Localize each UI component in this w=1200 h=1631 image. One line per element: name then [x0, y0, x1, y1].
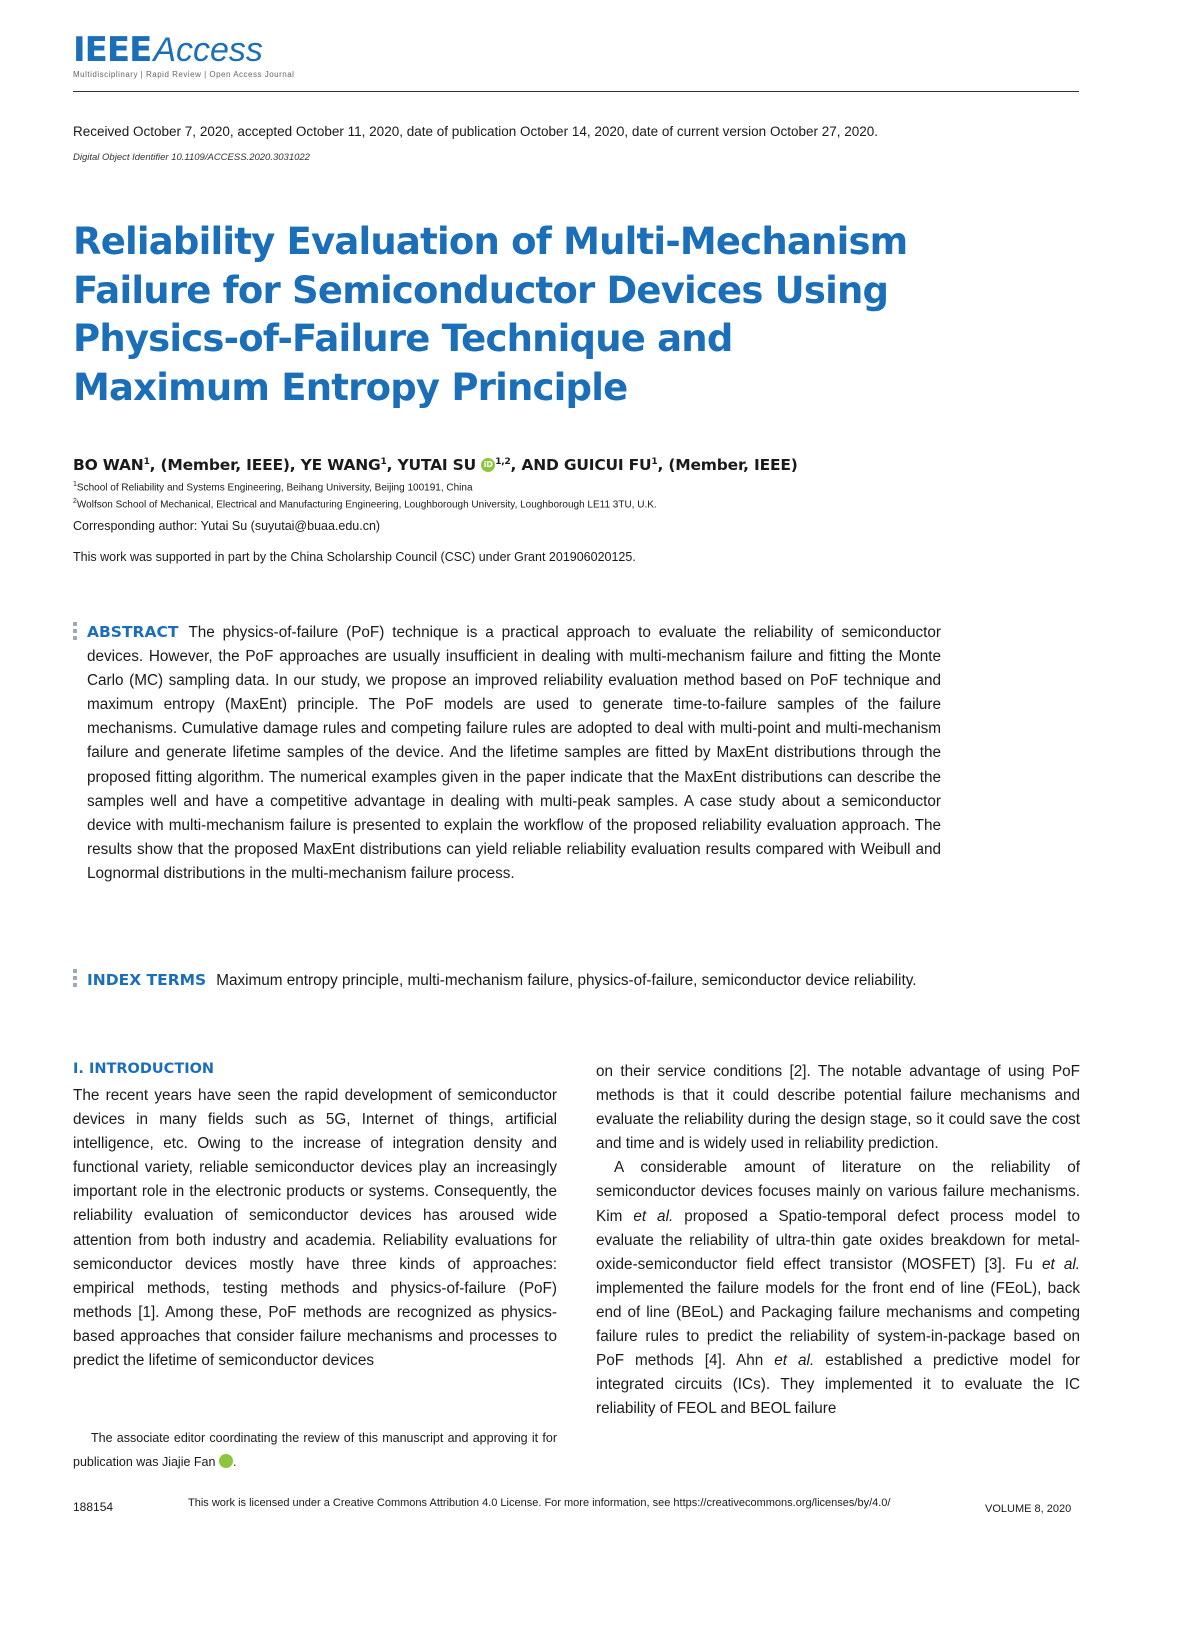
author-name: , YUTAI SU: [386, 456, 476, 474]
license-link[interactable]: This work is licensed under a Creative Commons Attribution 4.0 License. For more information, see https://creativecommons.org/licenses/by/4.0/: [188, 1497, 891, 1509]
editor-footnote: [73, 1426, 557, 1474]
title-line: Failure for Semiconductor Devices Using: [73, 268, 889, 312]
paragraph: The recent years have seen the rapid development of semiconductor devices in many fields such as 5G, Internet of things, artificial intelligence, etc. Owing to the increase of integration density and functional variety, reliable semiconductor devices play an increasingly important role in the electronic products or systems. Consequently, the reliability evaluation of semiconductor devices has aroused wide attention from both industry and academia. Reliability evaluations for semiconductor devices mostly have three kinds of approaches: empirical methods, testing methods and physics-of-failure (PoF) methods [1]. Among these, PoF methods are recognized as physics-based approaches that consider failure mechanisms and processes to predict the lifetime of semiconductor devices: [73, 1087, 557, 1370]
paragraph: on their service conditions [2]. The notable advantage of using PoF methods is that it could describe potential failure mechanisms and evaluate the reliability during the design stage, so it could save the cost and time and is widely used in reliability prediction.: [596, 1063, 1080, 1153]
author-list: [73, 456, 798, 474]
doi: Digital Object Identifier 10.1109/ACCESS.2020.3031022: [73, 152, 310, 163]
title-line: Maximum Entropy Principle: [73, 365, 628, 409]
author-name: BO WAN: [73, 456, 144, 474]
affiliation-sup: 1: [73, 481, 77, 488]
author-sup: 1: [380, 456, 387, 467]
affiliation: [73, 481, 473, 493]
index-terms-handle-icon: [73, 969, 81, 990]
author-name: , (Member, IEEE), YE WANG: [149, 456, 381, 474]
footnote-body: The associate editor coordinating the review of this manuscript and approving it for publication was Jiajie Fan: [73, 1431, 557, 1469]
text-run: proposed a Spatio-temporal defect process model to evaluate the reliability of ultra-thin gate oxides breakdown for metal-oxide-semiconductor field effect transistor (MOSFET) [3]. Fu: [596, 1207, 1080, 1273]
index-terms: [87, 968, 941, 993]
abstract-text: The physics-of-failure (PoF) technique is a practical approach to evaluate the reliability of semiconductor devices. However, the PoF approaches are usually insufficient in dealing with multi-mechanism failure and fitting the Monte Carlo (MC) sampling data. In our study, we propose an improved reliability evaluation method based on PoF technique and maximum entropy (MaxEnt) principle. The PoF models are used to generate time-to-failure samples of the failure mechanisms. Cumulative damage rules and competing failure rules are adopted to deal with multi-point and multi-mechanism failure and generate lifetime samples of the device. And the lifetime samples are fitted by MaxEnt distributions through the proposed fitting algorithm. The numerical examples given in the paper indicate that the MaxEnt distributions can describe the samples well and have a competitive advantage in dealing with multi-peak samples. A case study about a semiconductor device with multi-mechanism failure is presented to explain the workflow of the proposed reliability evaluation approach. The results show that the proposed MaxEnt distributions can yield reliable reliability evaluation results compared with Weibull and Lognormal distributions in the multi-mechanism failure process.: [87, 624, 941, 882]
journal-tagline: Multidisciplinary | Rapid Review | Open Access Journal: [73, 70, 295, 79]
right-column: [596, 1060, 1080, 1421]
volume-info: VOLUME 8, 2020: [985, 1503, 1072, 1515]
text-run: et al.: [1041, 1255, 1080, 1273]
title-line: Reliability Evaluation of Multi-Mechanism: [73, 220, 908, 263]
orcid-icon[interactable]: iD: [219, 1454, 233, 1468]
abstract-handle-icon: [73, 622, 81, 643]
title-line: Physics-of-Failure Technique and: [73, 317, 733, 360]
page-number: 188154: [73, 1500, 114, 1514]
received-dates: Received October 7, 2020, accepted October 11, 2020, date of publication October 14, 2020, date of current version October 27, 2020.: [73, 124, 879, 139]
affiliation-text: Wolfson School of Mechanical, Electrical and Manufacturing Engineering, Loughborough University, Loughborough LE11 3TU, U.K.: [76, 499, 657, 511]
abstract-label: ABSTRACT: [87, 623, 179, 641]
author-name: , AND GUICUI FU: [510, 456, 652, 474]
text-run: established a predictive model for integrated circuits (ICs). They implemented it to evaluate the IC reliability of FEOL and BEOL failure: [596, 1352, 1080, 1418]
abstract: [87, 620, 941, 886]
logo-ieee: IEEE: [73, 30, 152, 70]
text-run: et al.: [633, 1207, 674, 1225]
affiliation: [73, 498, 657, 510]
author-sup: 1,2: [495, 456, 511, 467]
text-run: A considerable amount of literature on the reliability of semiconductor devices focuses mainly on various failure mechanisms. Kim: [596, 1159, 1080, 1225]
section-heading: I. INTRODUCTION: [73, 1061, 215, 1077]
text-run: implemented the failure models for the front end of line (FEoL), back end of line (BEoL) and Packaging failure mechanisms and competing failure rules to predict the reliability of system-in-package based on PoF methods [4]. Ahn: [596, 1279, 1080, 1370]
index-terms-text: Maximum entropy principle, multi-mechanism failure, physics-of-failure, semiconductor device reliability.: [216, 972, 917, 989]
funding-note: This work was supported in part by the China Scholarship Council (CSC) under Grant 201906020125.: [73, 550, 636, 564]
paragraph: [596, 1156, 1080, 1421]
author-sup: 1: [143, 456, 150, 467]
footnote-end: .: [232, 1455, 237, 1469]
paper-title: [73, 218, 913, 412]
index-terms-label: INDEX TERMS: [87, 971, 207, 989]
affiliation-sup: 2: [73, 498, 77, 505]
author-sup: 1: [651, 456, 658, 467]
header-divider: [73, 91, 1079, 92]
affiliation-text: School of Reliability and Systems Engineering, Beihang University, Beijing 100191, China: [76, 482, 473, 494]
journal-logo: [73, 30, 263, 70]
orcid-icon[interactable]: iD: [481, 458, 495, 472]
author-name: , (Member, IEEE): [657, 456, 798, 474]
footnote-text: [73, 1426, 557, 1474]
corresponding-author: Corresponding author: Yutai Su (suyutai@buaa.edu.cn): [73, 519, 381, 533]
text-run: et al.: [774, 1352, 815, 1370]
left-column: [73, 1084, 557, 1373]
logo-access: Access: [153, 31, 263, 69]
